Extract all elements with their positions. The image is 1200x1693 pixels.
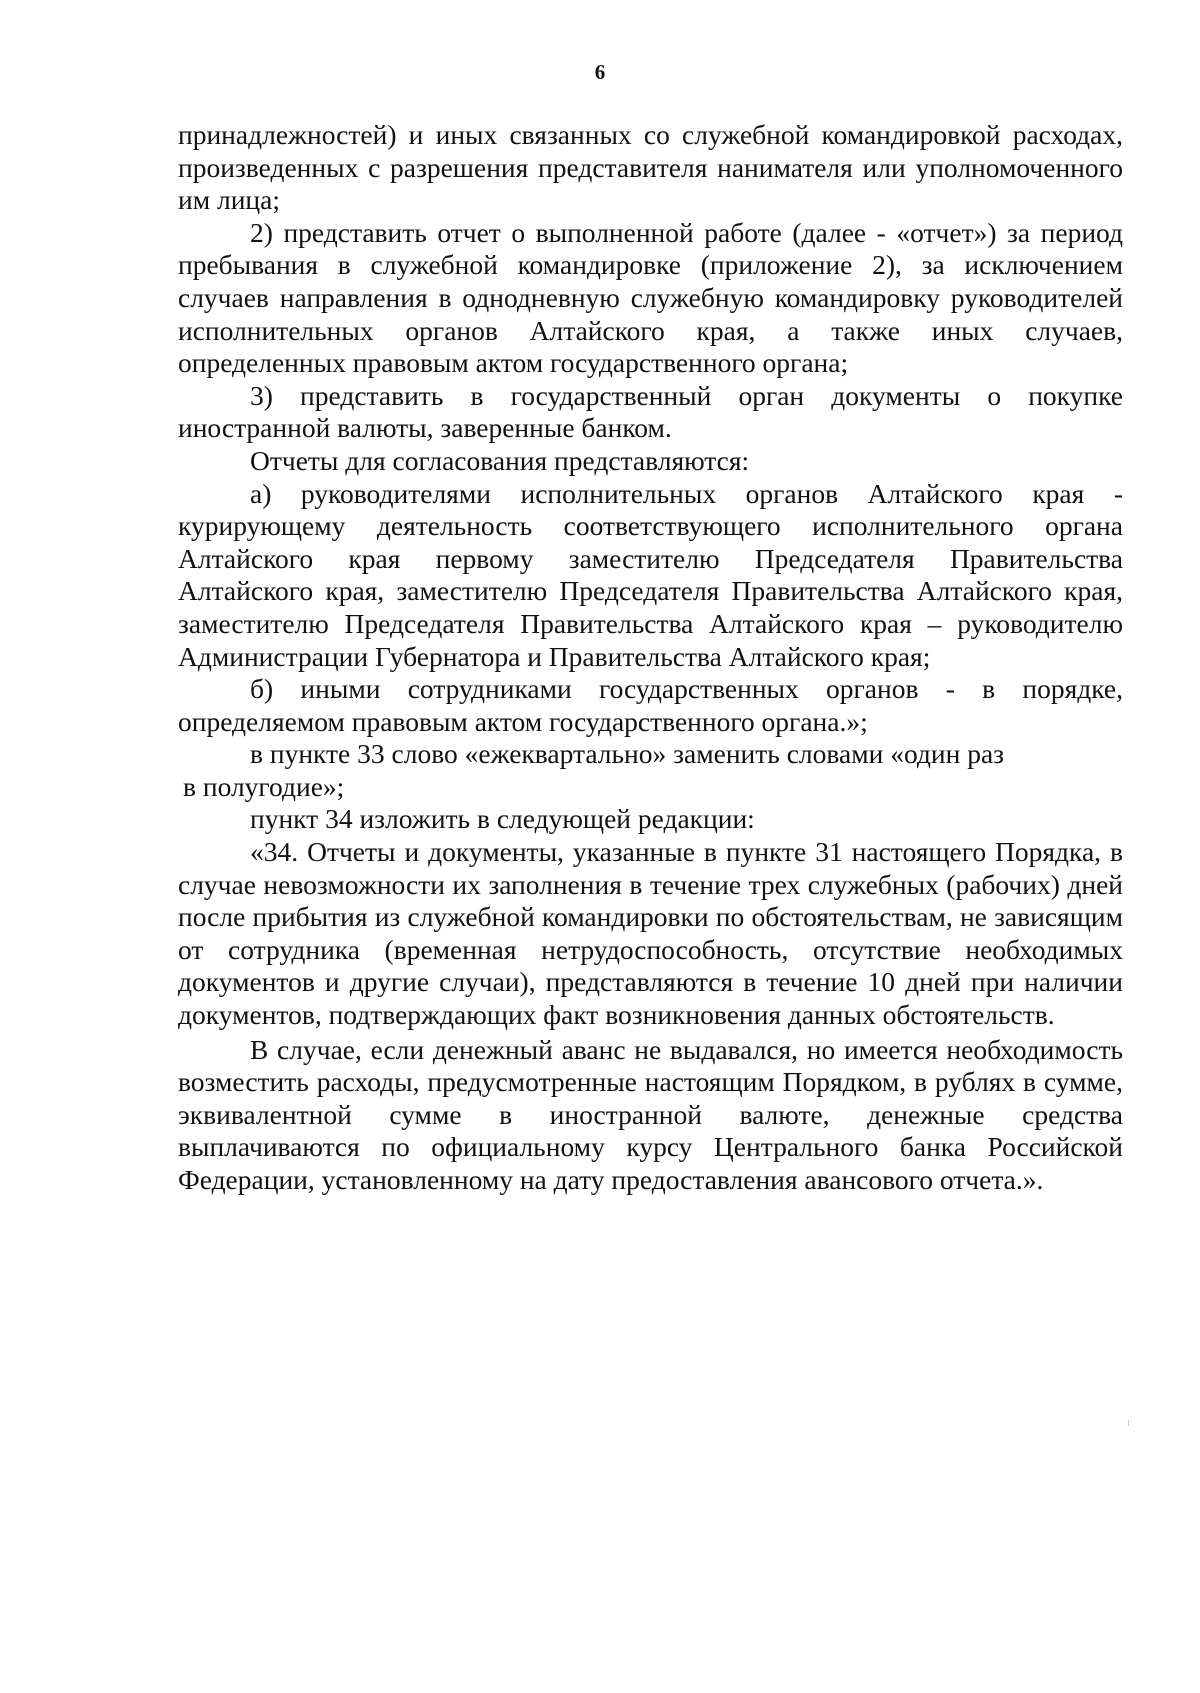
paragraph-continuation: принадлежностей) и иных связанных со служебной командировкой расходах, произведенных с разрешения представителя нанимателя или уполномоченного им лица; <box>178 119 1123 216</box>
document-body <box>178 119 1123 1197</box>
paragraph-point-34-text: «34. Отчеты и документы, указанные в пункте 31 настоящего Порядка, в случае невозможности их заполнения в течение трех служебных (рабочих) дней после прибытия из служебной командировки по обстоятельствам, не зависящим от сотрудника (временная нетрудоспособность, отсутствие необходимых документов и другие случаи), представляются в течение 10 дней при наличии документов, подтверждающих факт возникновения данных обстоятельств. <box>178 836 1123 1031</box>
paragraph-item-3: 3) представить в государственный орган документы о покупке иностранной валюты, заверенные банком. <box>178 379 1123 444</box>
page-number: 6 <box>594 60 606 84</box>
paragraph-advance-text: В случае, если денежный аванс не выдавался, но имеется необходимость возместить расходы, предусмотренные настоящим Порядком, в рублях в сумме, эквивалентной сумме в иностранной валюте, денежные средства выплачиваются по официальному курсу Центрального банка Российской Федерации, установленному на дату предоставления авансового отчета.». <box>178 1033 1123 1195</box>
paragraph-item-a: а) руководителями исполнительных органов Алтайского края - курирующему деятельность соответствующего исполнительного органа Алтайского края первому заместителю Председателя Правительства Алтайского края, заместителю Председателя Правительства Алтайского края, заместителю Председателя Правительства Алтайского края – руководителю Администрации Губернатора и Правительства Алтайского края; <box>178 477 1123 672</box>
paragraph-point-33: в пункте 33 слово «ежеквартально» заменить словами «один раз <box>250 738 1005 770</box>
paragraph-item-b: б) иными сотрудниками государственных органов - в порядке, определяемом правовым актом государственного органа.»; <box>178 673 1123 737</box>
paragraph-point-34-intro: пункт 34 изложить в следующей редакции: <box>250 803 755 835</box>
paragraph-item-2: 2) представить отчет о выполненной работе (далее - «отчет») за период пребывания в служебной командировке (приложение 2), за исключением случаев направления в однодневную служебную командировку руководителей исполнительных органов Алтайского края, а также иных случаев, определенных правовым актом государственного органа; <box>178 216 1123 379</box>
paragraph-point-33-end: в полугодие»; <box>183 770 345 802</box>
scan-artifact <box>1128 1420 1129 1426</box>
paragraph-reports-intro: Отчеты для согласования представляются: <box>250 444 750 476</box>
